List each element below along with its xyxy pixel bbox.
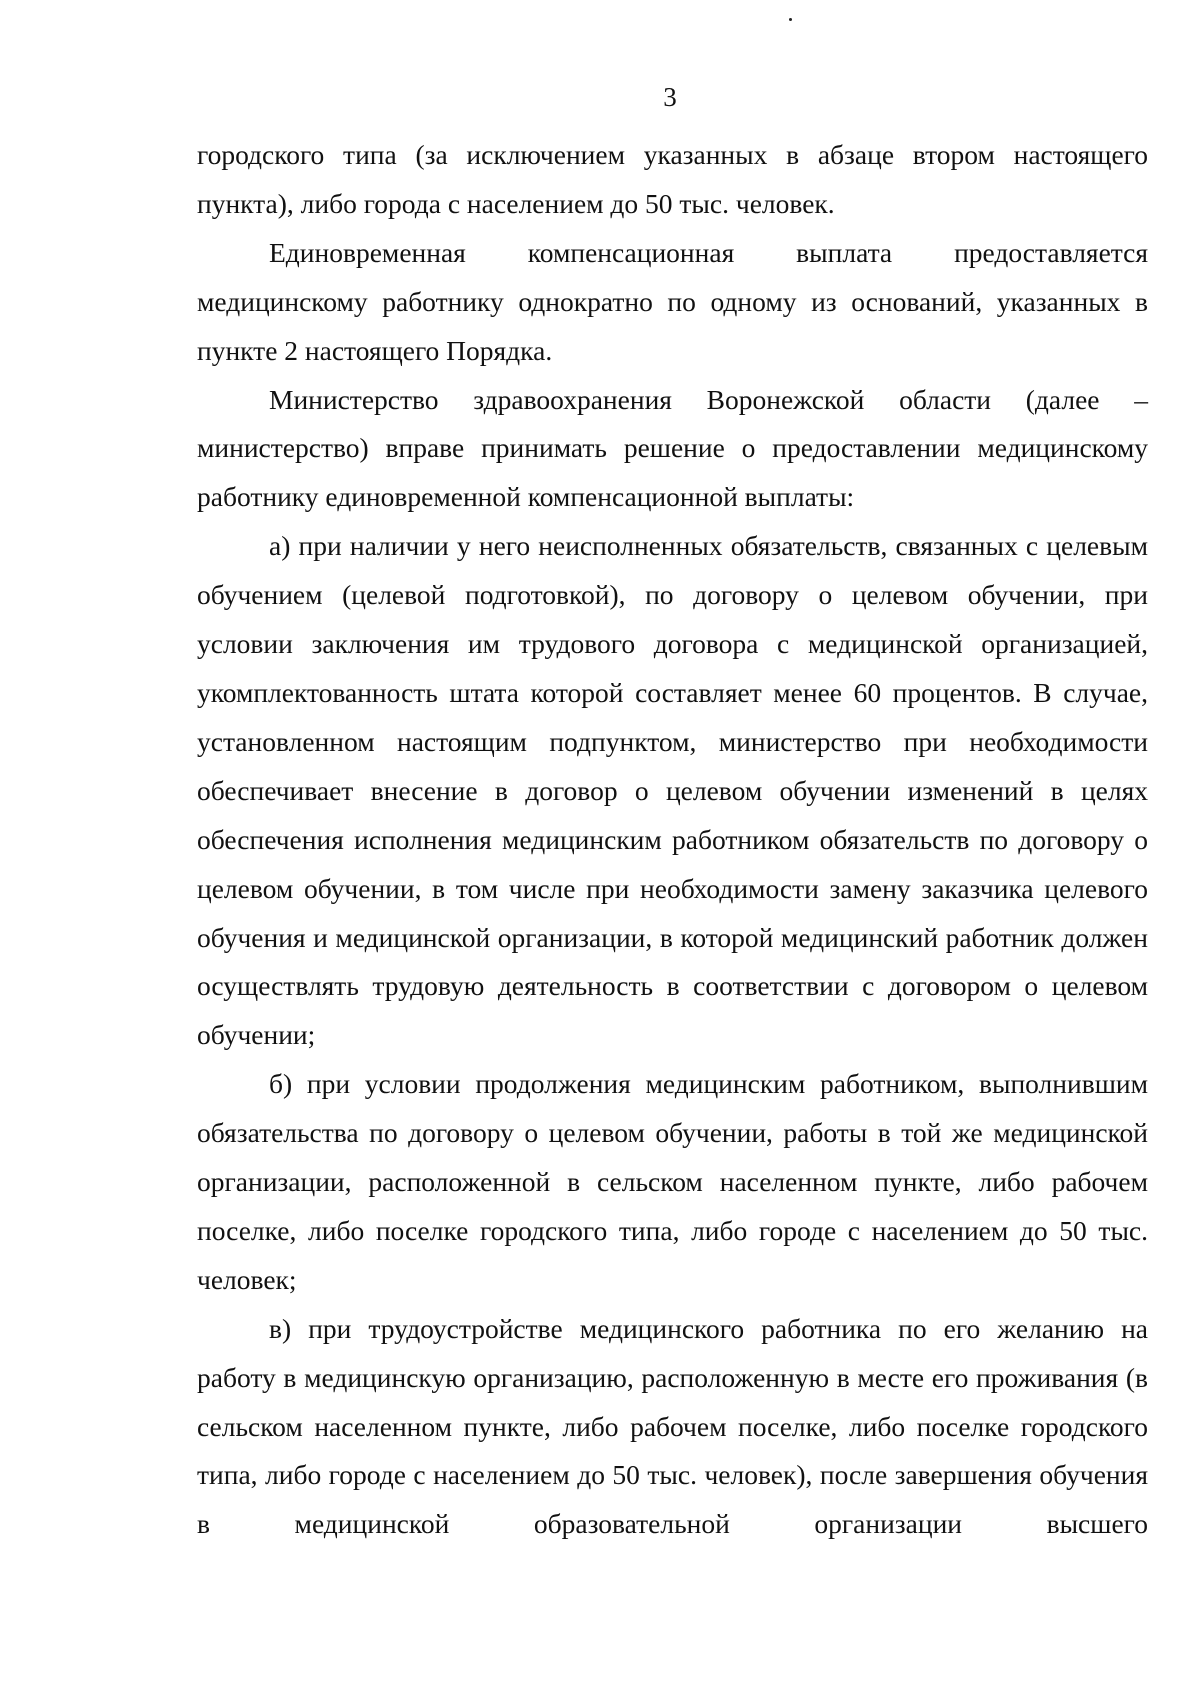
document-body <box>197 131 1148 1549</box>
scan-artifact-dot <box>789 18 792 21</box>
paragraph-ministry-decision: Министерство здравоохранения Воронежской области (далее – министерство) вправе принимать решение о предоставлении медицинскому работнику единовременной компенсационной выплаты: <box>197 383 1148 513</box>
paragraph-item-b: б) при условии продолжения медицинским работником, выполнившим обязательства по договору о целевом обучении, работы в той же медицинской организации, расположенной в сельском населенном пункте, либо рабочем поселке, либо поселке городского типа, либо городе с населением до 50 тыс. человек; <box>197 1068 1148 1295</box>
paragraph-continuation: городского типа (за исключением указанных в абзаце втором настоящего пункта), либо города с населением до 50 тыс. человек. <box>197 139 1148 219</box>
paragraph-item-c: в) при трудоустройстве медицинского работника по его желанию на работу в медицинскую организацию, расположенную в месте его проживания (в сельском населенном пункте, либо рабочем поселке, либо поселке городского типа, либо городе с населением до 50 тыс. человек), после завершения обучения в медицинской образовательной организации высшего <box>197 1312 1148 1540</box>
page-number: 3 <box>663 82 677 112</box>
paragraph-compensation-once: Единовременная компенсационная выплата предоставляется медицинскому работнику однократно по одному из оснований, указанных в пункте 2 настоящего Порядка. <box>197 236 1148 366</box>
paragraph-item-a: а) при наличии у него неисполненных обязательств, связанных с целевым обучением (целевой подготовкой), по договору о целевом обучении, при условии заключения им трудового договора с медицинской организацией, укомплектованность штата которой составляет менее 60 процентов. В случае, установленном настоящим подпунктом, министерство при необходимости обеспечивает внесение в договор о целевом обучении изменений в целях обеспечения исполнения медицинским работником обязательств по договору о целевом обучении, в том числе при необходимости замену заказчика целевого обучения и медицинской организации, в которой медицинский работник должен осуществлять трудовую деятельность в соответствии с договором о целевом обучении; <box>197 530 1148 1051</box>
